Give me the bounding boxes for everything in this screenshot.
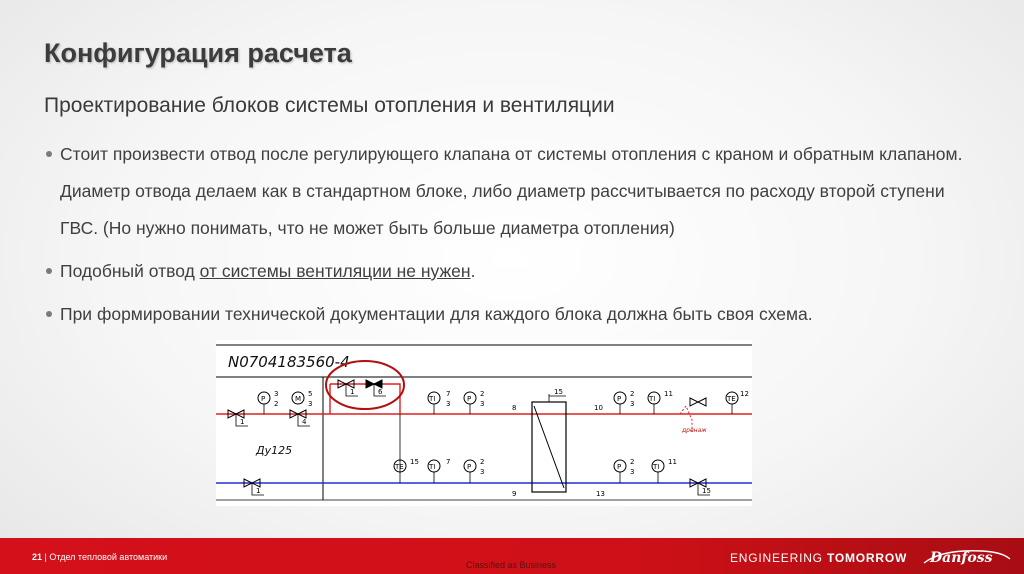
page-number: 21 <box>32 552 43 562</box>
tagline-engineering: ENGINEERING <box>730 551 823 565</box>
drawing-code: N0704183560-4 <box>228 353 350 371</box>
footer-page-info <box>32 552 167 562</box>
svg-text:8: 8 <box>512 404 517 412</box>
svg-text:P: P <box>467 395 472 403</box>
svg-text:10: 10 <box>594 404 603 412</box>
bullet-text-end: . <box>470 261 476 281</box>
bullet-item <box>46 253 976 290</box>
svg-text:3: 3 <box>446 400 451 408</box>
svg-text:3: 3 <box>480 468 485 476</box>
svg-text:P: P <box>467 463 472 471</box>
svg-text:2: 2 <box>630 458 635 466</box>
svg-text:7: 7 <box>446 390 451 398</box>
svg-text:TI: TI <box>429 463 436 471</box>
svg-text:1: 1 <box>256 487 261 495</box>
svg-text:15: 15 <box>702 487 711 495</box>
svg-text:1: 1 <box>240 418 245 426</box>
pipe-diameter-label: Ду125 <box>256 444 293 457</box>
bullet-item <box>46 296 976 333</box>
bullet-text: Подобный отвод <box>60 261 200 281</box>
slide-subtitle: Проектирование блоков системы отопления и вентиляции <box>44 94 615 117</box>
svg-text:3: 3 <box>480 400 485 408</box>
schematic-drawing <box>216 340 752 506</box>
svg-text:3: 3 <box>274 390 279 398</box>
engineering-tomorrow-tagline <box>730 551 907 565</box>
svg-text:9: 9 <box>512 490 517 498</box>
svg-text:11: 11 <box>664 390 673 398</box>
footer-bar <box>0 538 1024 574</box>
svg-text:2: 2 <box>480 458 485 466</box>
svg-text:15: 15 <box>410 458 419 466</box>
svg-text:M: M <box>295 395 302 403</box>
danfoss-logo <box>922 545 1012 569</box>
bullet-list <box>46 136 976 339</box>
logo-text: Danfoss <box>930 550 993 566</box>
tagline-tomorrow: TOMORROW <box>826 551 908 565</box>
svg-text:2: 2 <box>630 390 635 398</box>
footer-separator: | <box>44 552 47 562</box>
svg-text:P: P <box>617 463 622 471</box>
svg-text:TI: TI <box>649 395 656 403</box>
svg-text:3: 3 <box>630 468 635 476</box>
svg-text:1: 1 <box>350 388 355 396</box>
svg-text:12: 12 <box>740 390 749 398</box>
slide-title: Конфигурация расчета <box>44 38 352 68</box>
svg-text:3: 3 <box>308 400 313 408</box>
bullet-item <box>46 136 976 247</box>
svg-text:3: 3 <box>630 400 635 408</box>
svg-text:P: P <box>617 395 622 403</box>
classification-label: Classified as Business <box>466 560 557 570</box>
svg-text:11: 11 <box>668 458 677 466</box>
svg-text:13: 13 <box>596 490 605 498</box>
department-label: Отдел тепловой автоматики <box>49 552 168 562</box>
svg-text:6: 6 <box>378 388 383 396</box>
drain-label: дренаж <box>682 427 707 434</box>
svg-text:4: 4 <box>302 418 307 426</box>
svg-text:TE: TE <box>395 463 404 471</box>
bullet-text: Стоит произвести отвод после регулирующего клапана от системы отопления с краном и обратным клапаном. Диаметр отвода делаем как в стандартном блоке, либо диаметр рассчитывается по расходу второй ступени ГВС. (Но нужно понимать, что не может быть больше диаметра отопления) <box>60 144 963 238</box>
svg-text:2: 2 <box>480 390 485 398</box>
bullet-text: При формировании технической документации для каждого блока должна быть своя схема. <box>60 304 813 324</box>
svg-text:TI: TI <box>429 395 436 403</box>
svg-text:TE: TE <box>727 395 736 403</box>
svg-text:15: 15 <box>554 388 563 396</box>
svg-text:5: 5 <box>308 390 313 398</box>
svg-text:TI: TI <box>653 463 660 471</box>
bullet-underlined-text: от системы вентиляции не нужен <box>199 261 471 281</box>
svg-text:7: 7 <box>446 458 451 466</box>
svg-text:2: 2 <box>274 400 279 408</box>
svg-text:P: P <box>261 395 266 403</box>
